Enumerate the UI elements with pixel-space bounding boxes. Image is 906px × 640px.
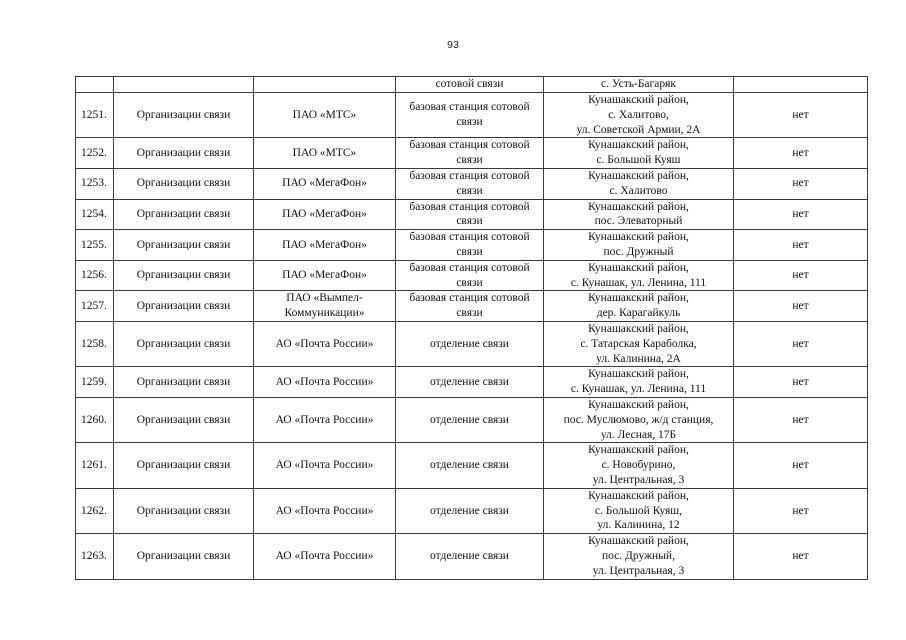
status-cell: нет (734, 199, 868, 230)
address-cell (544, 77, 734, 93)
category-cell: Организации связи (114, 168, 254, 199)
organization-cell: ПАО «МегаФон» (254, 168, 396, 199)
object-type-cell: базовая станция сотовой связи (396, 138, 544, 169)
address-line: с. Халитово (609, 184, 668, 197)
object-type-cell: отделение связи (396, 321, 544, 366)
status-cell (734, 77, 868, 93)
category-cell: Организации связи (114, 534, 254, 579)
address-line: ул. Лесная, 17Б (600, 428, 677, 441)
address-cell (544, 230, 734, 261)
address-line: пос. Дружный (603, 245, 674, 258)
organization-cell: ПАО «Вымпел-Коммуникации» (254, 291, 396, 322)
address-cell (544, 291, 734, 322)
address-line: Кунашакский район, (588, 94, 689, 106)
object-type-cell: базовая станция сотовой связи (396, 260, 544, 291)
address-cell (544, 199, 734, 230)
object-type-cell: отделение связи (396, 443, 544, 488)
status-cell: нет (734, 321, 868, 366)
row-number-cell: 1259. (76, 367, 114, 398)
table-row (76, 367, 868, 398)
object-type-cell: базовая станция сотовой связи (396, 230, 544, 261)
address-cell (544, 321, 734, 366)
status-cell: нет (734, 367, 868, 398)
address-line: с. Большой Куяш (596, 154, 681, 167)
organization-cell: ПАО «МегаФон» (254, 260, 396, 291)
status-cell: нет (734, 260, 868, 291)
address-line: Кунашакский район, (588, 368, 689, 381)
page-number: 93 (447, 39, 459, 51)
address-line: пос. Элеваторный (594, 215, 683, 228)
category-cell: Организации связи (114, 321, 254, 366)
row-number-cell: 1254. (76, 199, 114, 230)
address-line: Кунашакский район, (588, 231, 689, 244)
address-line: Кунашакский район, (588, 200, 689, 213)
address-line: Кунашакский район, (588, 444, 689, 457)
status-cell: нет (734, 168, 868, 199)
address-line: Кунашакский район, (588, 398, 689, 411)
category-cell: Организации связи (114, 230, 254, 261)
row-number-cell: 1252. (76, 138, 114, 169)
address-line: пос. Муслюмово, ж/д станция, (563, 413, 714, 426)
object-type-cell: отделение связи (396, 367, 544, 398)
address-line: Кунашакский район, (588, 169, 689, 182)
address-cell (544, 443, 734, 488)
row-number-cell: 1257. (76, 291, 114, 322)
address-line: Кунашакский район, (588, 139, 689, 152)
row-number-cell: 1262. (76, 488, 114, 533)
address-line: с. Усть-Багаряк (601, 78, 676, 91)
row-number-cell: 1251. (76, 93, 114, 138)
organization-cell: ПАО «МТС» (254, 138, 396, 169)
table-row (76, 260, 868, 291)
address-line: с. Новобурино, (601, 459, 676, 472)
category-cell: Организации связи (114, 199, 254, 230)
table-row (76, 138, 868, 169)
status-cell: нет (734, 93, 868, 138)
address-cell (544, 367, 734, 398)
table-row (76, 199, 868, 230)
status-cell: нет (734, 291, 868, 322)
address-line: Кунашакский район, (588, 292, 689, 305)
organization-cell (254, 77, 396, 93)
object-type-cell: отделение связи (396, 488, 544, 533)
address-line: с. Татарская Караболка, (580, 337, 697, 350)
table-row (76, 443, 868, 488)
address-cell (544, 534, 734, 579)
address-cell (544, 168, 734, 199)
row-number-cell: 1263. (76, 534, 114, 579)
status-cell: нет (734, 138, 868, 169)
row-number-cell (76, 77, 114, 93)
address-cell (544, 397, 734, 442)
address-line: дер. Карагайкуль (596, 307, 681, 320)
row-number-cell: 1253. (76, 168, 114, 199)
address-line: Кунашакский район, (588, 535, 689, 548)
table-row (76, 168, 868, 199)
organization-cell: АО «Почта России» (254, 367, 396, 398)
row-number-cell: 1260. (76, 397, 114, 442)
table-row (76, 534, 868, 579)
address-line: с. Кунашак, ул. Ленина, 111 (570, 276, 707, 289)
status-cell: нет (734, 397, 868, 442)
category-cell: Организации связи (114, 93, 254, 138)
category-cell: Организации связи (114, 443, 254, 488)
address-line: ул. Калинина, 2А (596, 352, 681, 365)
object-type-cell: базовая станция сотовой связи (396, 168, 544, 199)
registry-table (75, 76, 868, 580)
table-row (76, 77, 868, 93)
status-cell: нет (734, 488, 868, 533)
address-line: ул. Центральная, 3 (592, 564, 685, 577)
table-row (76, 321, 868, 366)
organization-cell: АО «Почта России» (254, 321, 396, 366)
object-type-cell: базовая станция сотовой связи (396, 93, 544, 138)
status-cell: нет (734, 443, 868, 488)
address-line: Кунашакский район, (588, 261, 689, 274)
address-line: с. Халитово, (608, 108, 669, 121)
table-row (76, 230, 868, 261)
address-line: с. Кунашак, ул. Ленина, 111 (570, 383, 707, 396)
category-cell: Организации связи (114, 291, 254, 322)
row-number-cell: 1261. (76, 443, 114, 488)
address-line: Кунашакский район, (588, 489, 689, 502)
address-line: Кунашакский район, (588, 322, 689, 335)
organization-cell: АО «Почта России» (254, 443, 396, 488)
organization-cell: ПАО «МегаФон» (254, 230, 396, 261)
address-line: ул. Советской Армии, 2А (576, 123, 701, 136)
object-type-cell: сотовой связи (396, 77, 544, 93)
category-cell: Организации связи (114, 488, 254, 533)
table-row (76, 93, 868, 138)
organization-cell: АО «Почта России» (254, 397, 396, 442)
row-number-cell: 1258. (76, 321, 114, 366)
table-row (76, 291, 868, 322)
object-type-cell: отделение связи (396, 397, 544, 442)
organization-cell: ПАО «МТС» (254, 93, 396, 138)
object-type-cell: базовая станция сотовой связи (396, 291, 544, 322)
object-type-cell: базовая станция сотовой связи (396, 199, 544, 230)
row-number-cell: 1256. (76, 260, 114, 291)
status-cell: нет (734, 534, 868, 579)
organization-cell: АО «Почта России» (254, 534, 396, 579)
address-cell (544, 260, 734, 291)
organization-cell: ПАО «МегаФон» (254, 199, 396, 230)
registry-table-body (76, 77, 868, 580)
object-type-cell: отделение связи (396, 534, 544, 579)
table-row (76, 397, 868, 442)
address-line: ул. Калинина, 12 (597, 519, 680, 532)
row-number-cell: 1255. (76, 230, 114, 261)
category-cell (114, 77, 254, 93)
address-cell (544, 488, 734, 533)
table-row (76, 488, 868, 533)
category-cell: Организации связи (114, 367, 254, 398)
category-cell: Организации связи (114, 138, 254, 169)
address-line: пос. Дружный, (602, 549, 675, 562)
status-cell: нет (734, 230, 868, 261)
address-line: с. Большой Куяш, (595, 504, 682, 517)
organization-cell: АО «Почта России» (254, 488, 396, 533)
address-cell (544, 138, 734, 169)
address-line: ул. Центральная, 3 (592, 473, 685, 486)
category-cell: Организации связи (114, 260, 254, 291)
category-cell: Организации связи (114, 397, 254, 442)
address-cell (544, 93, 734, 138)
